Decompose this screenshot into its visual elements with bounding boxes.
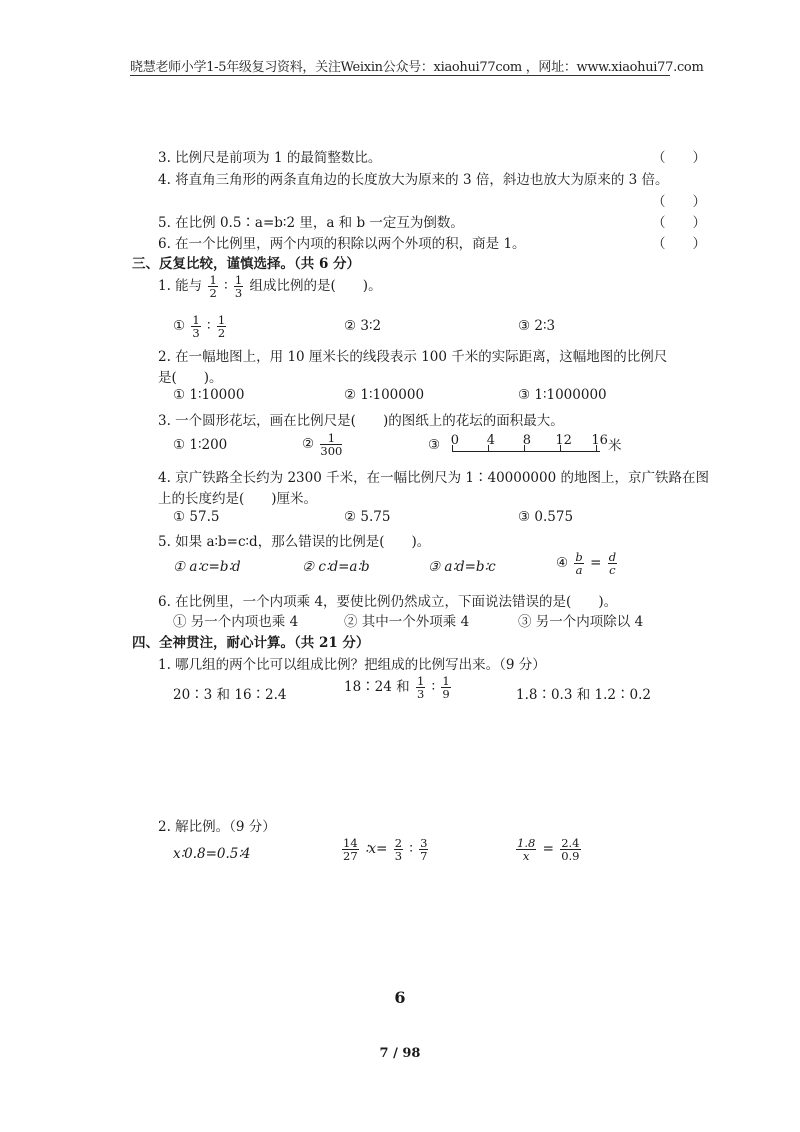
- option-1: ① a∶c=b∶d: [173, 559, 241, 575]
- fraction: $\frac{14}{27}$: [343, 836, 358, 863]
- option-3: ③ a∶d=b∶c: [428, 559, 496, 575]
- choice-q6: 6. 在比例里，一个内项乘 4，要使比例仍然成立，下面说法错误的是( )。: [158, 594, 618, 610]
- option-2: [302, 432, 344, 457]
- fraction: $\frac{d}{c}$: [608, 550, 617, 577]
- proportion-a: x∶0.8=0.5∶4: [173, 846, 251, 862]
- option-1: ① 57.5: [173, 509, 220, 525]
- option-3: ③ 2∶3: [518, 318, 556, 334]
- option-3: ③ 另一个内项除以 4: [518, 614, 644, 630]
- proportion-b: [340, 837, 430, 862]
- scale-label: 8: [522, 433, 531, 448]
- judge-q6: 6. 在一个比例里，两个内项的积除以两个外项的积，商是 1。: [158, 236, 526, 252]
- equals-sign: =: [590, 555, 602, 571]
- fraction: $\frac{1}{300}$: [320, 431, 343, 458]
- fraction: $\frac{1}{3}$: [234, 273, 243, 300]
- answer-paren: （ ）: [652, 194, 706, 210]
- fraction: $\frac{1.8}{x}$: [517, 836, 536, 863]
- option-3: ③ 1∶1000000: [518, 387, 607, 403]
- answer-paren: （ ）: [652, 236, 706, 252]
- section-title: 四、全神贯注，耐心计算。（共 21 分）: [132, 635, 370, 651]
- choice-q4-line2: 上的长度约是( )厘米。: [158, 491, 318, 507]
- ratio-colon: ∶: [224, 278, 228, 294]
- option-3: ③ 0.575: [518, 509, 574, 525]
- scale-label: 16: [591, 433, 608, 448]
- ratio-colon: ∶: [409, 841, 413, 857]
- page-counter: 7 / 98: [379, 1046, 421, 1061]
- q1-prefix: 1. 能与: [158, 278, 203, 294]
- option-2: ② 3∶2: [344, 318, 382, 334]
- scale-bar: [452, 451, 600, 452]
- choice-q2-line2: 是( )。: [158, 370, 223, 386]
- option-mark: ④: [556, 555, 569, 571]
- judge-q5: 5. 在比例 0.5∶a=b∶2 里，a 和 b 一定互为倒数。: [158, 215, 464, 231]
- option-2: ② 5.75: [344, 509, 391, 525]
- judge-q4: 4. 将直角三角形的两条直角边的长度放大为原来的 3 倍，斜边也放大为原来的 3 倍。: [158, 172, 669, 188]
- ratio-pair-a: 20∶3 和 16∶2.4: [173, 687, 287, 703]
- fraction: $\frac{1}{3}$: [192, 313, 200, 340]
- option-4: [556, 551, 619, 576]
- choice-q1: [158, 274, 382, 299]
- option-2: ② c∶d=a∶b: [302, 559, 370, 575]
- calc-q1: 1. 哪几组的两个比可以组成比例？把组成的比例写出来。（9 分）: [158, 657, 546, 673]
- choice-q5: 5. 如果 a∶b=c∶d，那么错误的比例是( )。: [158, 534, 431, 550]
- ratio-pair-b: [344, 675, 453, 700]
- ratio-text: ∶x=: [364, 841, 388, 857]
- scale-unit: 米: [608, 438, 622, 454]
- choice-q2-line1: 2. 在一幅地图上，用 10 厘米长的线段表示 100 千米的实际距离，这幅地图的比例尺: [158, 349, 668, 365]
- option-1: ① 1∶200: [173, 437, 228, 453]
- option-1: ① 1∶10000: [173, 387, 245, 403]
- calc-q2: 2. 解比例。（9 分）: [158, 819, 276, 835]
- option-2: ② 1∶100000: [344, 387, 425, 403]
- q1-suffix: 组成比例的是( )。: [249, 278, 382, 294]
- header-rule: [130, 75, 670, 76]
- judge-q3: 3. 比例尺是前项为 1 的最简整数比。: [158, 150, 382, 166]
- ratio-pair-c: 1.8∶0.3 和 1.2∶0.2: [516, 687, 651, 703]
- fraction: $\frac{2}{3}$: [394, 836, 403, 863]
- equals-sign: =: [542, 841, 554, 857]
- scale-label: 0: [450, 433, 459, 448]
- page-number: 6: [394, 988, 406, 1007]
- choice-q3: 3. 一个圆形花坛，画在比例尺是( )的图纸上的花坛的面积最大。: [158, 413, 564, 429]
- fraction: $\frac{1}{9}$: [442, 674, 450, 701]
- fraction: $\frac{1}{2}$: [209, 273, 217, 300]
- option-3-mark: ③: [428, 437, 441, 453]
- scale-label: 12: [555, 433, 572, 448]
- document-header: 晓慧老师小学1-5年级复习资料，关注Weixin公众号：xiaohui77com ，网址：www.xiaohui77.com: [130, 60, 704, 75]
- ratio-colon: ∶: [431, 679, 436, 695]
- fraction: $\frac{3}{7}$: [420, 836, 428, 863]
- option-1: ① 另一个内项也乘 4: [173, 614, 299, 630]
- fraction: $\frac{2.4}{0.9}$: [561, 836, 580, 863]
- proportion-c: [514, 837, 583, 862]
- fraction: $\frac{1}{2}$: [217, 313, 226, 340]
- option-1: ① $\frac{1}{3}$ ∶ $\frac{1}{2}$: [173, 313, 226, 340]
- fraction: $\frac{1}{3}$: [416, 674, 425, 701]
- option-mark: ①: [173, 318, 186, 334]
- option-mark: ②: [302, 436, 315, 452]
- ratio-text: 18∶24 和: [344, 679, 410, 695]
- line-scale: [450, 433, 608, 455]
- answer-paren: （ ）: [652, 215, 706, 231]
- scale-label: 4: [486, 433, 495, 448]
- option-2: ② 其中一个外项乘 4: [344, 614, 470, 630]
- answer-paren: （ ）: [652, 150, 706, 166]
- section-title: 三、反复比较，谨慎选择。（共 6 分）: [132, 256, 361, 272]
- fraction: $\frac{b}{a}$: [575, 550, 583, 577]
- choice-q4-line1: 4. 京广铁路全长约为 2300 千米，在一幅比例尺为 1∶40000000 的地图上，京广铁路在图: [158, 470, 709, 486]
